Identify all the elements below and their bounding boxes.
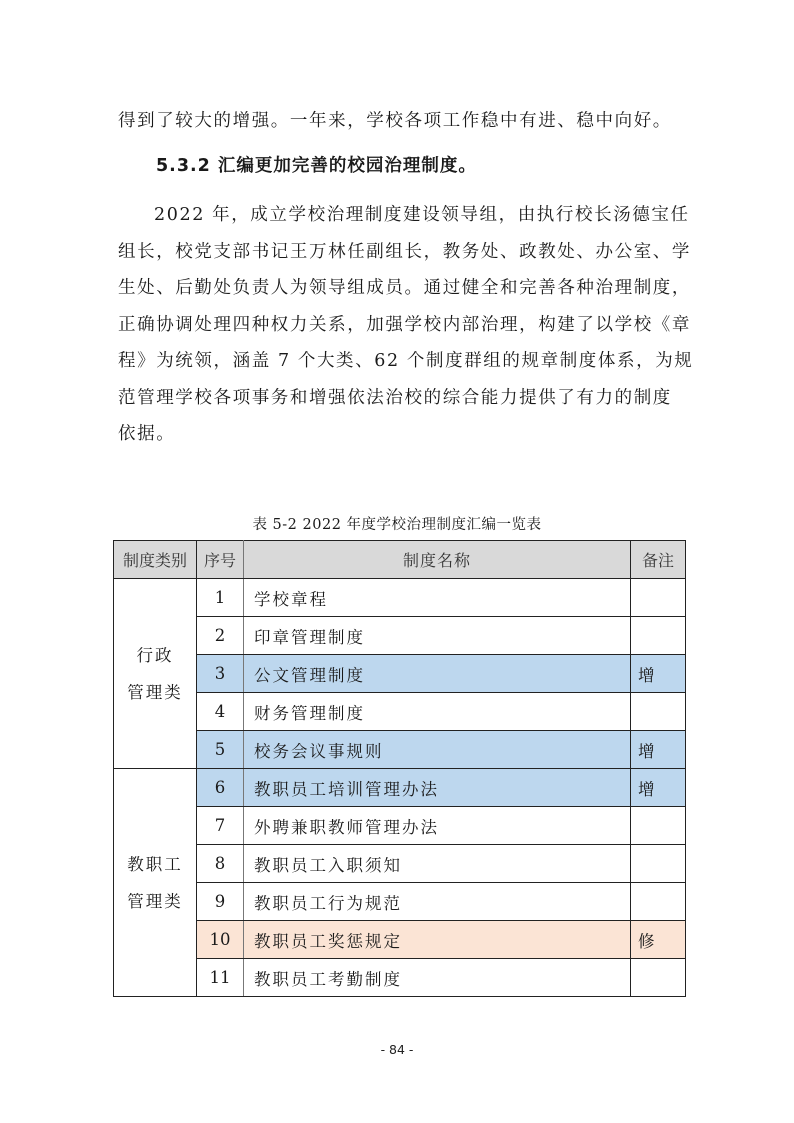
row-number: 2 — [197, 617, 244, 655]
row-note — [631, 807, 686, 845]
table-row-added — [114, 769, 686, 807]
main-paragraph — [118, 197, 694, 453]
paragraph-line: 依据。 — [118, 424, 176, 444]
header-name: 制度名称 — [244, 541, 631, 579]
row-note — [631, 579, 686, 617]
row-name: 印章管理制度 — [244, 617, 631, 655]
table-row — [114, 693, 686, 731]
paragraph-line: 范管理学校各项事务和增强依法治校的综合能力提供了有力的制度 — [118, 387, 672, 408]
category-label: 管理类 — [127, 891, 183, 911]
row-name: 教职员工培训管理办法 — [244, 769, 631, 807]
row-number: 5 — [197, 731, 244, 769]
page-number: - 84 - — [380, 1042, 414, 1057]
table-row-modified — [114, 921, 686, 959]
row-name: 校务会议事规则 — [244, 731, 631, 769]
row-number: 7 — [197, 807, 244, 845]
header-category: 制度类别 — [114, 541, 197, 579]
row-number: 11 — [197, 959, 244, 997]
row-number: 6 — [197, 769, 244, 807]
table-row — [114, 959, 686, 997]
regulations-table — [113, 540, 686, 997]
row-note: 增 — [631, 769, 686, 807]
table-row — [114, 579, 686, 617]
category-cell-staff — [114, 769, 197, 997]
row-number: 8 — [197, 845, 244, 883]
table-header-row — [114, 541, 686, 579]
intro-paragraph — [118, 103, 678, 140]
row-number: 9 — [197, 883, 244, 921]
row-number: 10 — [197, 921, 244, 959]
header-note: 备注 — [631, 541, 686, 579]
table-row — [114, 883, 686, 921]
row-number: 1 — [197, 579, 244, 617]
paragraph-line: 得到了较大的增强。一年来，学校各项工作稳中有进、稳中向好。 — [118, 111, 672, 131]
table-caption: 表 5-2 2022 年度学校治理制度汇编一览表 — [252, 517, 542, 533]
row-name: 财务管理制度 — [244, 693, 631, 731]
row-number: 4 — [197, 693, 244, 731]
paragraph-line: 正确协调处理四种权力关系，加强学校内部治理，构建了以学校《章 — [118, 314, 691, 335]
row-note: 增 — [631, 731, 686, 769]
category-label: 教职工 — [127, 854, 183, 874]
row-name: 公文管理制度 — [244, 655, 631, 693]
paragraph-line: 生处、后勤处负责人为领导组成员。通过健全和完善各种治理制度， — [118, 278, 691, 298]
row-name: 教职员工奖惩规定 — [244, 921, 631, 959]
row-note: 修 — [631, 921, 686, 959]
category-label: 管理类 — [127, 682, 183, 702]
row-name: 教职员工行为规范 — [244, 883, 631, 921]
category-cell-admin — [114, 579, 197, 769]
row-name: 外聘兼职教师管理办法 — [244, 807, 631, 845]
table-row-added — [114, 731, 686, 769]
table-row — [114, 807, 686, 845]
row-note — [631, 883, 686, 921]
row-note — [631, 617, 686, 655]
table-row — [114, 845, 686, 883]
row-name: 学校章程 — [244, 579, 631, 617]
category-label: 行政 — [136, 645, 174, 665]
row-name: 教职员工入职须知 — [244, 845, 631, 883]
table-row-added — [114, 655, 686, 693]
paragraph-line: 2022 年，成立学校治理制度建设领导组，由执行校长汤德宝任 — [154, 205, 690, 225]
header-number: 序号 — [197, 541, 244, 579]
table-row — [114, 617, 686, 655]
paragraph-line: 程》为统领，涵盖 7 个大类、62 个制度群组的规章制度体系，为规 — [118, 351, 694, 371]
row-number: 3 — [197, 655, 244, 693]
paragraph-line: 组长，校党支部书记王万林任副组长，教务处、政教处、办公室、学 — [118, 241, 691, 262]
row-note: 增 — [631, 655, 686, 693]
row-name: 教职员工考勤制度 — [244, 959, 631, 997]
row-note — [631, 845, 686, 883]
row-note — [631, 693, 686, 731]
row-note — [631, 959, 686, 997]
section-heading: 5.3.2 汇编更加完善的校园治理制度。 — [156, 156, 477, 176]
